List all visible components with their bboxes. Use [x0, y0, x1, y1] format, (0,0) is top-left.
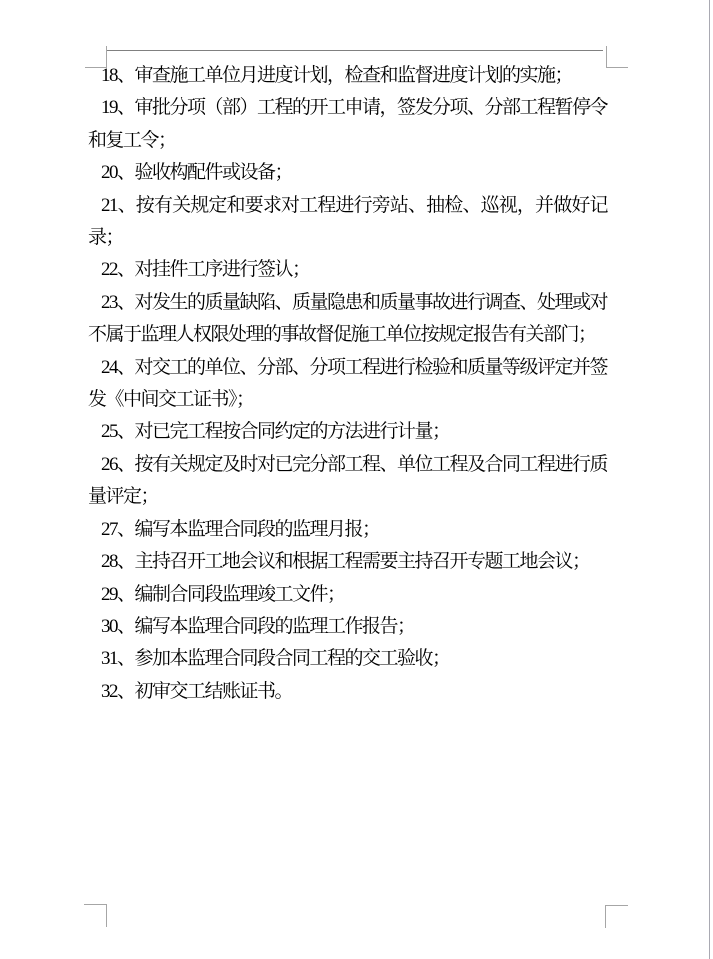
list-item-31: 31、参加本监理合同段合同工程的交工验收； [101, 648, 450, 670]
list-item-29: 29、编制合同段监理竣工文件； [101, 583, 345, 605]
document-body-text [88, 60, 607, 708]
crop-mark-bottom-left-horizontal [84, 904, 106, 905]
list-item-30: 30、编写本监理合同段的监理工作报告； [101, 615, 415, 637]
list-item-21: 21、按有关规定和要求对工程进行旁站、抽检、巡视，并做好记录； [88, 194, 607, 249]
list-item-28: 28、主持召开工地会议和根据工程需要主持召开专题工地会议； [101, 551, 590, 573]
top-margin-line [107, 50, 603, 51]
list-item-18: 18、审查施工单位月进度计划，检查和监督进度计划的实施； [101, 65, 573, 86]
list-item-24: 24、对交工的单位、分部、分项工程进行检验和质量等级评定并签发《中间交工证书》； [88, 356, 608, 411]
list-item-26: 26、按有关规定及时对已完分部工程、单位工程及合同工程进行质量评定； [88, 453, 608, 508]
crop-mark-bottom-right-horizontal [606, 905, 628, 906]
list-item-20: 20、验收构配件或设备； [101, 162, 293, 184]
crop-mark-bottom-right-vertical [605, 905, 606, 928]
page-edge-line [709, 0, 710, 959]
crop-mark-bottom-left-vertical [106, 904, 107, 927]
list-item-32: 32、初审交工结账证书。 [101, 680, 293, 702]
list-item-23: 23、对发生的质量缺陷、质量隐患和质量事故进行调查、处理或对不属于监理人权限处理的事故督促施工单位按规定报告有关部门； [88, 291, 608, 346]
list-item-19: 19、审批分项（部）工程的开工申请，签发分项、分部工程暂停令和复工令； [88, 97, 608, 151]
crop-mark-top-right-horizontal [607, 67, 628, 68]
list-item-22: 22、对挂件工序进行签认； [101, 259, 310, 281]
list-item-27: 27、编写本监理合同段的监理月报； [101, 518, 380, 540]
list-item-25: 25、对已完工程按合同约定的方法进行计量； [101, 421, 450, 443]
